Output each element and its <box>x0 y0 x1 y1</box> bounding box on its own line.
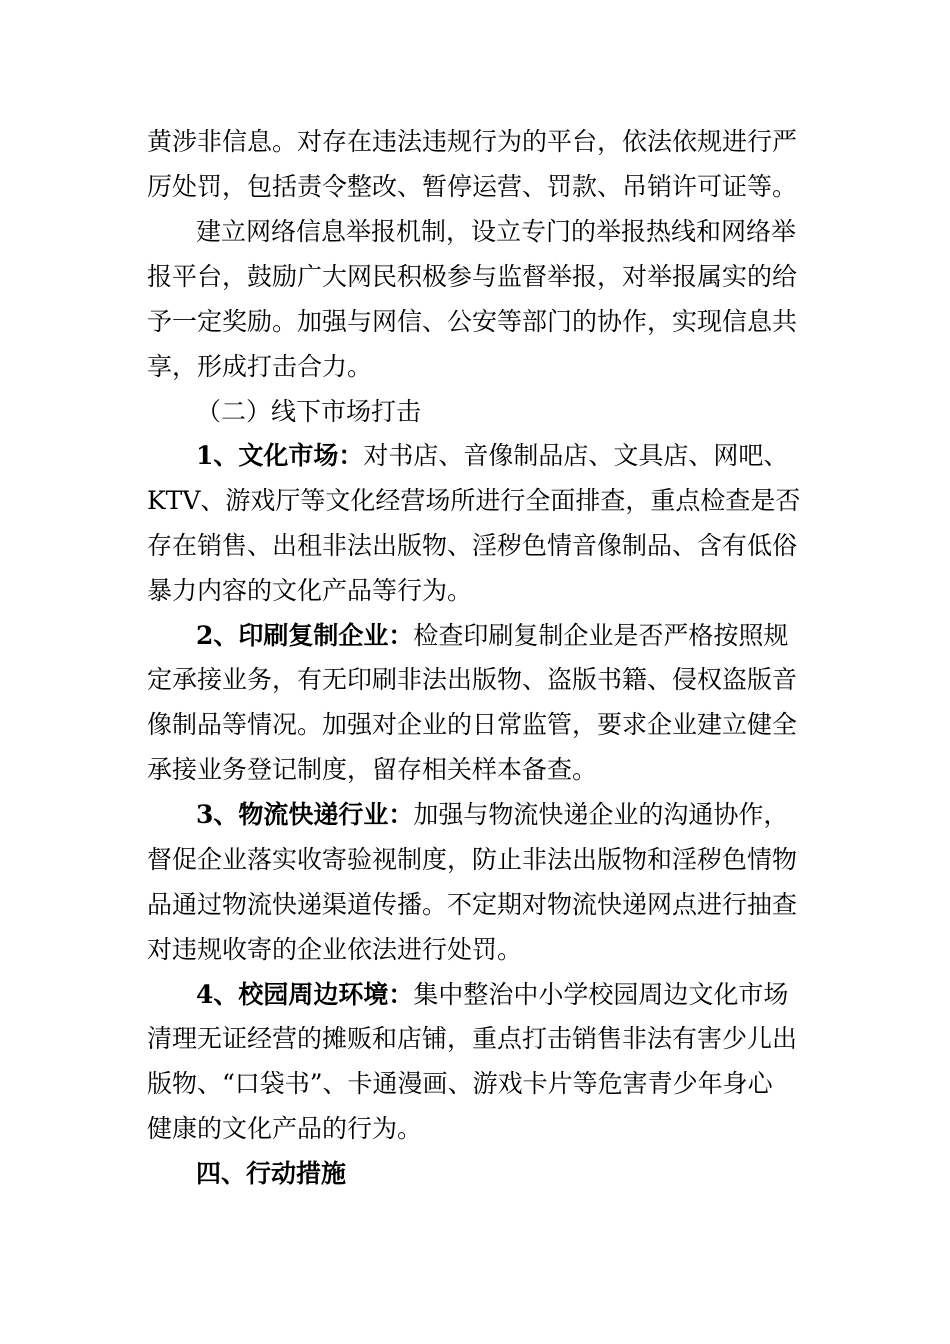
item4-line2: 清理无证经营的摊贩和店铺，重点打击销售非法有害少儿出 <box>147 1024 798 1053</box>
item1-label: 1、文化市场： <box>196 441 364 470</box>
section4-heading: 四、行动措施 <box>196 1159 347 1188</box>
para2-line1: 建立网络信息举报机制，设立专门的举报热线和网络举 <box>196 217 797 246</box>
para1-line2: 厉处罚，包括责令整改、暂停运营、罚款、吊销许可证等。 <box>147 172 798 201</box>
section2-heading: （二）线下市场打击 <box>196 397 422 426</box>
item3-line4: 对违规收寄的企业依法进行处罚。 <box>147 935 523 964</box>
item2-line4: 承接业务登记制度，留存相关样本备查。 <box>147 755 598 784</box>
para2-line2: 报平台，鼓励广大网民积极参与监督举报，对举报属实的给 <box>147 262 798 291</box>
para1-line1: 黄涉非信息。对存在违法违规行为的平台，依法依规进行严 <box>147 127 798 156</box>
item3-label: 3、物流快递行业： <box>196 800 414 829</box>
item4-line1 <box>196 980 788 1010</box>
item4-line3: 版物、“口袋书”、卡通漫画、游戏卡片等危害青少年身心 <box>147 1069 773 1098</box>
item2-text: 检查印刷复制企业是否严格按照规 <box>413 621 789 650</box>
item2-label: 2、印刷复制企业： <box>196 621 414 650</box>
item2-line3: 像制品等情况。加强对企业的日常监管，要求企业建立健全 <box>147 710 798 739</box>
item2-line1 <box>196 621 788 651</box>
item1-line3: 存在销售、出租非法出版物、淫秽色情音像制品、含有低俗 <box>147 531 798 560</box>
item3-text: 加强与物流快递企业的沟通协作， <box>413 800 789 829</box>
item3-line2: 督促企业落实收寄验视制度，防止非法出版物和淫秽色情物 <box>147 845 798 874</box>
item4-text: 集中整治中小学校园周边文化市场 <box>413 980 789 1009</box>
item3-line1 <box>196 800 788 830</box>
item4-line4: 健康的文化产品的行为。 <box>147 1114 423 1143</box>
item1-line1 <box>196 441 788 471</box>
item4-label: 4、校园周边环境： <box>196 980 414 1009</box>
item1-line4: 暴力内容的文化产品等行为。 <box>147 576 473 605</box>
item3-line3: 品通过物流快递渠道传播。不定期对物流快递网点进行抽查 <box>147 890 798 919</box>
para2-line3: 予一定奖励。加强与网信、公安等部门的协作，实现信息共 <box>147 307 798 336</box>
para2-line4: 享，形成打击合力。 <box>147 352 373 381</box>
item2-line2: 定承接业务，有无印刷非法出版物、盗版书籍、侵权盗版音 <box>147 665 798 694</box>
item1-line2: KTV、游戏厅等文化经营场所进行全面排查，重点检查是否 <box>147 486 801 515</box>
item1-text: 对书店、音像制品店、文具店、网吧、 <box>363 441 789 470</box>
